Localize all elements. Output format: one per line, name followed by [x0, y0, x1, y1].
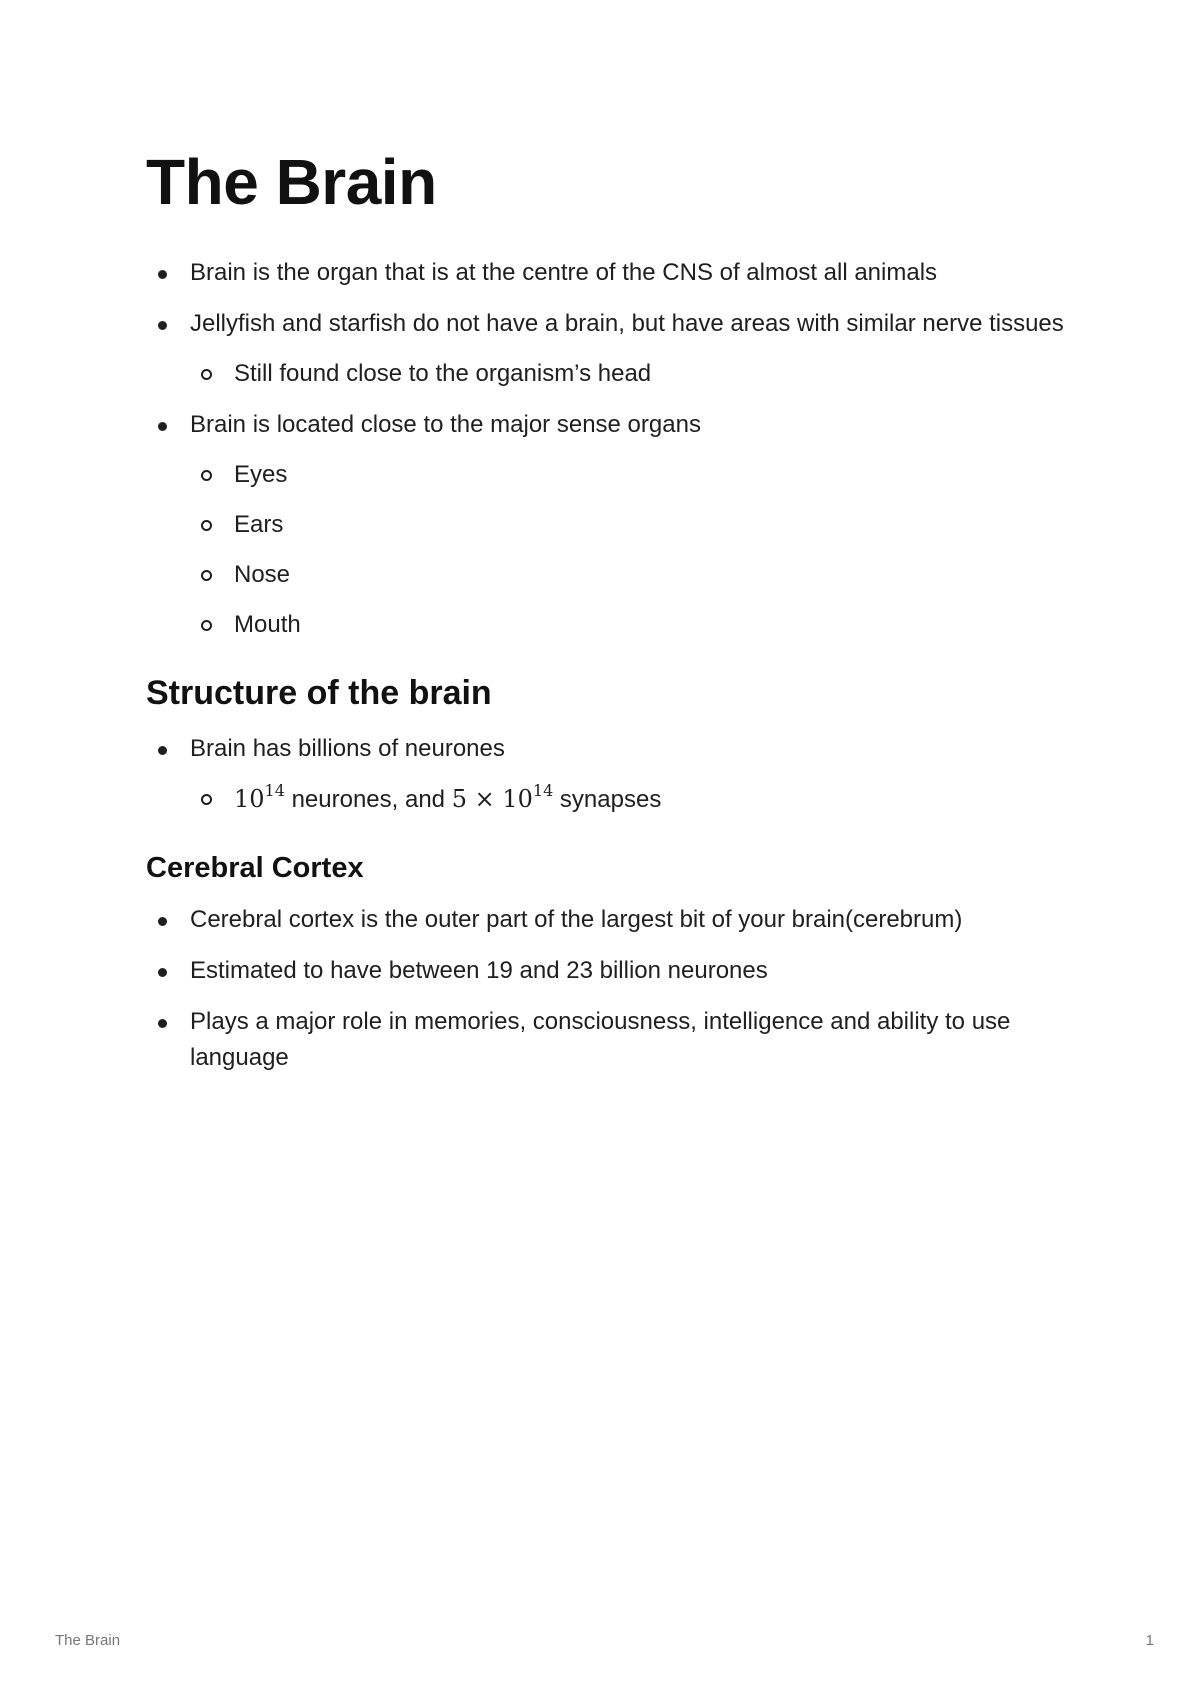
sub-list — [190, 781, 1066, 818]
document-content — [146, 138, 1066, 1076]
sub-list-item: Nose — [190, 557, 1066, 593]
page-number: 1 — [1145, 1632, 1154, 1649]
math-text: synapses — [553, 786, 662, 813]
sub-list — [190, 356, 1066, 392]
math-base: 10 — [502, 785, 533, 813]
list-item: Brain is located close to the major sense organs Eyes Ears Nose Mouth — [146, 407, 1066, 643]
page-title: The Brain — [146, 146, 437, 218]
hollow-bullet-icon — [201, 794, 212, 805]
section-heading-structure: Structure of the brain — [146, 674, 492, 712]
bullet-icon — [158, 422, 167, 431]
bullet-icon — [158, 1019, 167, 1028]
hollow-bullet-icon — [201, 369, 212, 380]
math-exponent: 14 — [532, 781, 554, 800]
sub-list-item — [190, 781, 1066, 818]
math-exponent: 14 — [264, 781, 285, 800]
hollow-bullet-icon — [201, 620, 212, 631]
list-item: Brain has billions of neurones $10^{14}$ neurones, and $5 \times 10^{14}$ synapses — [146, 731, 1066, 818]
intro-list — [146, 255, 1066, 643]
sub-list-item: Still found close to the organism’s head — [190, 356, 1066, 392]
math-text: neurones, and — [284, 786, 452, 813]
list-item: Brain is the organ that is at the centre of the CNS of almost all animals — [146, 255, 1066, 291]
math-times: × — [466, 785, 503, 813]
sub-list-item: Mouth — [190, 607, 1066, 643]
list-item: Plays a major role in memories, consciousness, intelligence and ability to use language — [146, 1004, 1066, 1076]
sense-organs-list — [190, 457, 1066, 643]
math-base: 10 — [234, 785, 265, 813]
list-item: Estimated to have between 19 and 23 billion neurones — [146, 953, 1066, 989]
section-heading-cortex: Cerebral Cortex — [146, 852, 364, 884]
sub-list-item: Ears — [190, 507, 1066, 543]
bullet-icon — [158, 746, 167, 755]
footer-title: The Brain — [55, 1632, 121, 1649]
hollow-bullet-icon — [201, 470, 212, 481]
bullet-icon — [158, 270, 167, 279]
bullet-icon — [158, 321, 167, 330]
cortex-list — [146, 902, 1066, 1076]
bullet-icon — [158, 917, 167, 926]
list-item: Jellyfish and starfish do not have a brain, but have areas with similar nerve tissues Still found close to the organism’s head — [146, 306, 1066, 392]
hollow-bullet-icon — [201, 520, 212, 531]
structure-list — [146, 731, 1066, 818]
hollow-bullet-icon — [201, 570, 212, 581]
list-item: Cerebral cortex is the outer part of the largest bit of your brain(cerebrum) — [146, 902, 1066, 938]
sub-list-item: Eyes — [190, 457, 1066, 493]
bullet-icon — [158, 968, 167, 977]
math-coefficient: 5 — [451, 785, 467, 813]
